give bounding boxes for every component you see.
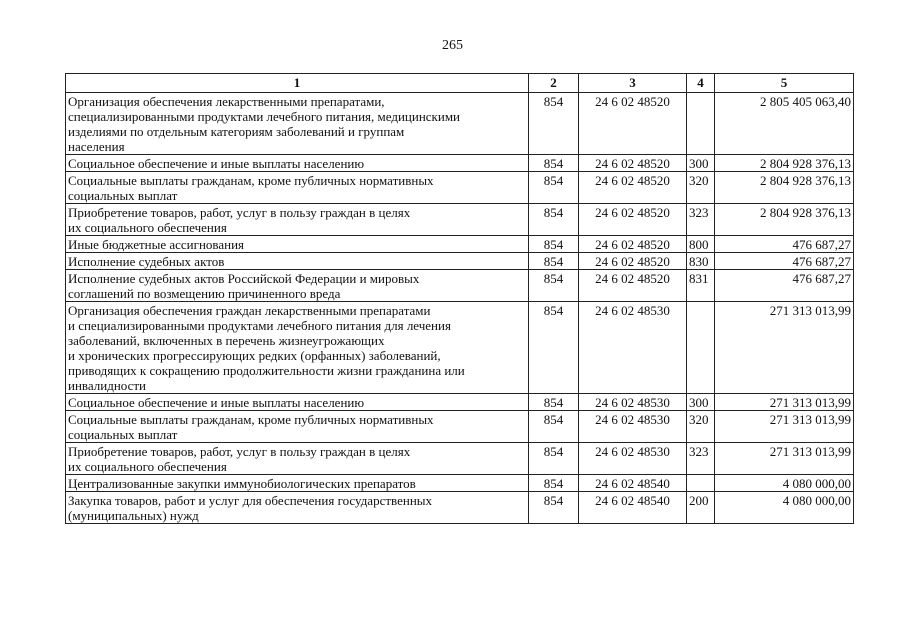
cell-gr-code: 854	[529, 172, 579, 204]
cell-gr-code: 854	[529, 93, 579, 155]
cell-kvr-code: 320	[687, 172, 715, 204]
cell-amount: 476 687,27	[715, 253, 854, 270]
cell-kvr-code: 320	[687, 411, 715, 443]
column-header-kcsr: 3	[579, 74, 687, 93]
cell-gr-code: 854	[529, 204, 579, 236]
cell-kcsr-code: 24 6 02 48520	[579, 172, 687, 204]
cell-amount: 271 313 013,99	[715, 443, 854, 475]
cell-kvr-code	[687, 302, 715, 394]
table-row	[66, 302, 854, 394]
cell-kcsr-code: 24 6 02 48540	[579, 475, 687, 492]
cell-gr-code: 854	[529, 475, 579, 492]
cell-kcsr-code: 24 6 02 48530	[579, 302, 687, 394]
cell-kcsr-code: 24 6 02 48520	[579, 93, 687, 155]
cell-name: Исполнение судебных актов Российской Федерации и мировых соглашений по возмещению причиненного вреда	[66, 270, 529, 302]
cell-name: Централизованные закупки иммунобиологических препаратов	[66, 475, 529, 492]
table-row	[66, 155, 854, 172]
cell-amount: 2 804 928 376,13	[715, 172, 854, 204]
cell-kcsr-code: 24 6 02 48520	[579, 155, 687, 172]
table-row	[66, 204, 854, 236]
cell-name: Приобретение товаров, работ, услуг в пользу граждан в целях их социального обеспечения	[66, 204, 529, 236]
cell-name: Приобретение товаров, работ, услуг в пользу граждан в целях их социального обеспечения	[66, 443, 529, 475]
cell-name: Иные бюджетные ассигнования	[66, 236, 529, 253]
cell-kcsr-code: 24 6 02 48520	[579, 270, 687, 302]
cell-amount: 271 313 013,99	[715, 302, 854, 394]
page-number: 265	[442, 38, 463, 53]
cell-kcsr-code: 24 6 02 48520	[579, 236, 687, 253]
cell-amount: 476 687,27	[715, 236, 854, 253]
table-row	[66, 236, 854, 253]
cell-amount: 271 313 013,99	[715, 411, 854, 443]
cell-amount: 2 804 928 376,13	[715, 155, 854, 172]
cell-kvr-code: 830	[687, 253, 715, 270]
cell-kcsr-code: 24 6 02 48520	[579, 253, 687, 270]
cell-kvr-code: 831	[687, 270, 715, 302]
table-header-row	[66, 74, 854, 93]
budget-table	[65, 73, 854, 524]
table-row	[66, 411, 854, 443]
cell-name: Организация обеспечения граждан лекарственными препаратами и специализированными продуктами лечебного питания для лечения заболеваний, включенных в перечень жизнеугрожающих и хронических прогрессирующих редких (орфанных) заболеваний, приводящих к сокращению продолжительности жизни гражданина или инвалидности	[66, 302, 529, 394]
cell-gr-code: 854	[529, 155, 579, 172]
table-body	[66, 93, 854, 524]
cell-gr-code: 854	[529, 443, 579, 475]
cell-kvr-code: 300	[687, 394, 715, 411]
cell-kvr-code: 200	[687, 492, 715, 524]
cell-gr-code: 854	[529, 411, 579, 443]
cell-gr-code: 854	[529, 270, 579, 302]
cell-gr-code: 854	[529, 302, 579, 394]
cell-kcsr-code: 24 6 02 48540	[579, 492, 687, 524]
cell-amount: 4 080 000,00	[715, 475, 854, 492]
cell-name: Социальные выплаты гражданам, кроме публичных нормативных социальных выплат	[66, 172, 529, 204]
cell-kvr-code: 300	[687, 155, 715, 172]
cell-name: Исполнение судебных актов	[66, 253, 529, 270]
table-row	[66, 492, 854, 524]
column-header-name: 1	[66, 74, 529, 93]
cell-kvr-code: 323	[687, 443, 715, 475]
cell-kcsr-code: 24 6 02 48530	[579, 443, 687, 475]
cell-kvr-code: 800	[687, 236, 715, 253]
cell-gr-code: 854	[529, 236, 579, 253]
column-header-gr: 2	[529, 74, 579, 93]
cell-amount: 2 804 928 376,13	[715, 204, 854, 236]
cell-amount: 4 080 000,00	[715, 492, 854, 524]
cell-name: Закупка товаров, работ и услуг для обеспечения государственных (муниципальных) нужд	[66, 492, 529, 524]
table-row	[66, 172, 854, 204]
table-row	[66, 443, 854, 475]
cell-name: Социальное обеспечение и иные выплаты населению	[66, 155, 529, 172]
cell-gr-code: 854	[529, 253, 579, 270]
table-row	[66, 270, 854, 302]
cell-kvr-code	[687, 475, 715, 492]
cell-name: Социальные выплаты гражданам, кроме публичных нормативных социальных выплат	[66, 411, 529, 443]
cell-amount: 271 313 013,99	[715, 394, 854, 411]
table-row	[66, 394, 854, 411]
cell-name: Организация обеспечения лекарственными препаратами, специализированными продуктами лечебного питания, медицинскими изделиями по отдельным категориям заболеваний и группам населения	[66, 93, 529, 155]
cell-name: Социальное обеспечение и иные выплаты населению	[66, 394, 529, 411]
table-row	[66, 253, 854, 270]
column-header-amount: 5	[715, 74, 854, 93]
cell-kvr-code	[687, 93, 715, 155]
cell-amount: 2 805 405 063,40	[715, 93, 854, 155]
table-row	[66, 93, 854, 155]
cell-kvr-code: 323	[687, 204, 715, 236]
table-row	[66, 475, 854, 492]
cell-kcsr-code: 24 6 02 48530	[579, 394, 687, 411]
cell-amount: 476 687,27	[715, 270, 854, 302]
cell-gr-code: 854	[529, 394, 579, 411]
cell-kcsr-code: 24 6 02 48520	[579, 204, 687, 236]
cell-kcsr-code: 24 6 02 48530	[579, 411, 687, 443]
cell-gr-code: 854	[529, 492, 579, 524]
column-header-kvr: 4	[687, 74, 715, 93]
